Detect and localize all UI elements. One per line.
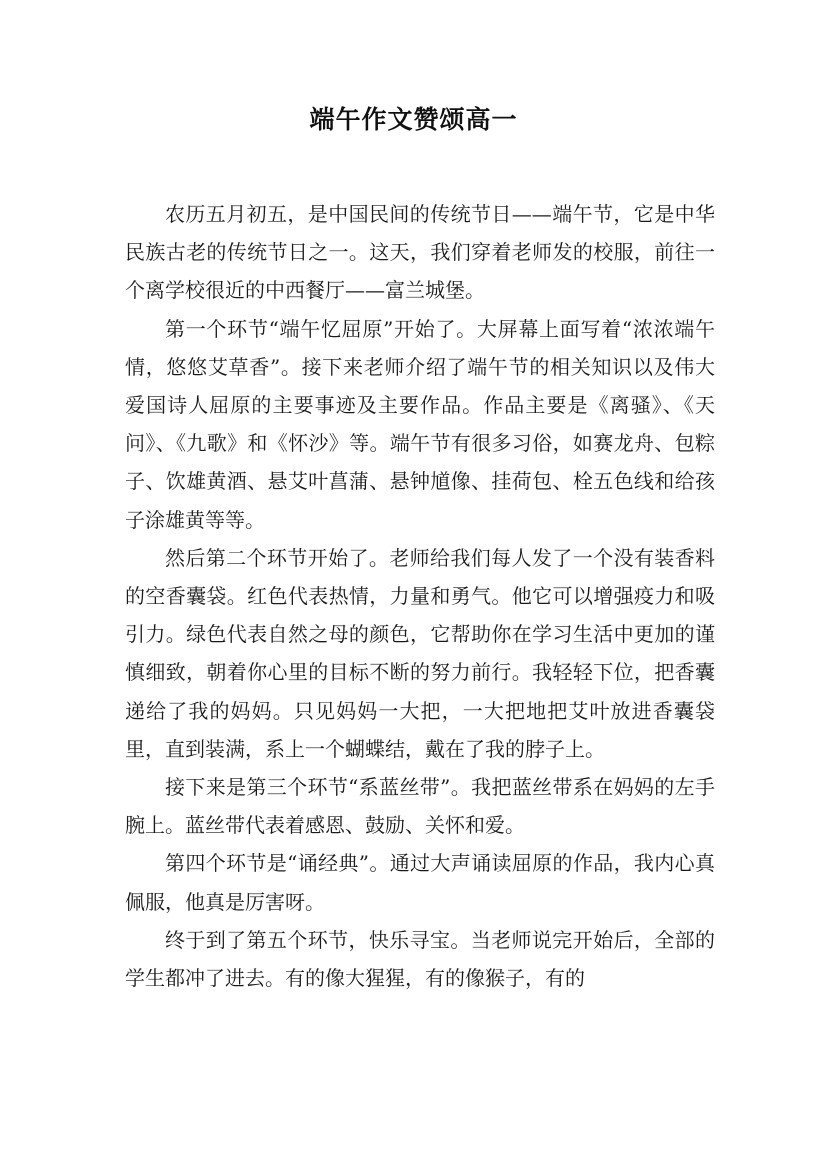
paragraph-6: 终于到了第五个环节，快乐寻宝。当老师说完开始后，全部的学生都冲了进去。有的像大猩猩，有的像猴子，有的 xyxy=(125,927,715,991)
paragraph-1: 农历五月初五，是中国民间的传统节日——端午节，它是中华民族古老的传统节日之一。这天，我们穿着老师发的校服，前往一个离学校很近的中西餐厅——富兰城堡。 xyxy=(125,202,715,303)
document-body xyxy=(125,195,715,997)
paragraph-4: 接下来是第三个环节“系蓝丝带”。我把蓝丝带系在妈妈的左手腕上。蓝丝带代表着感恩、鼓励、关怀和爱。 xyxy=(125,775,715,838)
paragraph-5: 第四个环节是“诵经典”。通过大声诵读屈原的作品，我内心真佩服，他真是厉害呀。 xyxy=(125,851,715,914)
paragraph-2: 第一个环节“端午忆屈原”开始了。大屏幕上面写着“浓浓端午情，悠悠艾草香”。接下来老师介绍了端午节的相关知识以及伟大爱国诗人屈原的主要事迹及主要作品。作品主要是《离骚》、《天问》、《九歌》和《怀沙》等。端午节有很多习俗，如赛龙舟、包粽子、饮雄黄酒、悬艾叶菖蒲、悬钟馗像、挂荷包、栓五色线和给孩子涂雄黄等等。 xyxy=(125,316,715,532)
document-title: 端午作文赞颂高一 xyxy=(309,105,518,134)
paragraph-3: 然后第二个环节开始了。老师给我们每人发了一个没有装香料的空香囊袋。红色代表热情，力量和勇气。他它可以增强疫力和吸引力。绿色代表自然之母的颜色，它帮助你在学习生活中更加的谨慎细致，朝着你心里的目标不断的努力前行。我轻轻下位，把香囊递给了我的妈妈。只见妈妈一大把，一大把地把艾叶放进香囊袋里，直到装满，系上一个蝴蝶结，戴在了我的脖子上。 xyxy=(125,545,715,761)
